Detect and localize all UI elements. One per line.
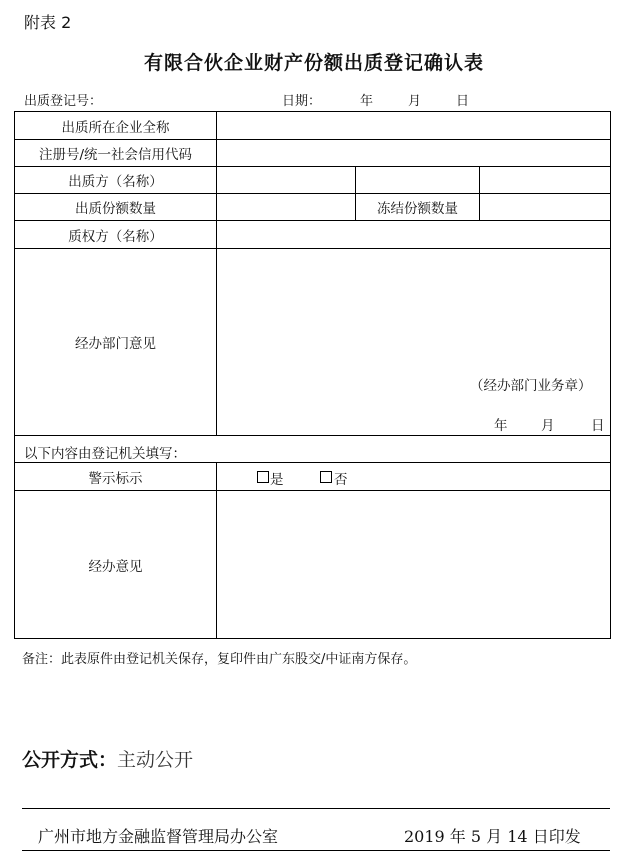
sign-year-label: 年 <box>494 418 508 434</box>
department-opinion-field[interactable] <box>217 249 610 369</box>
sign-day-label: 日 <box>591 418 605 434</box>
appendix-label: 附表 2 <box>24 13 72 32</box>
handler-opinion-label: 经办意见 <box>88 558 143 575</box>
pledgee-field[interactable] <box>217 221 610 248</box>
pledgor-field[interactable] <box>217 167 355 193</box>
disclosure-value: 主动公开 <box>117 749 194 771</box>
pledgor-extra-field[interactable] <box>480 167 610 193</box>
pledged-share-field[interactable] <box>217 194 355 220</box>
disclosure-method <box>22 745 193 772</box>
credit-code-label: 注册号/统一社会信用代码 <box>38 147 193 163</box>
credit-code-field[interactable] <box>217 140 610 166</box>
pledgor-label: 出质方（名称） <box>68 174 163 190</box>
date-month-label: 月 <box>408 94 422 109</box>
registration-number-label: 出质登记号： <box>24 94 103 109</box>
yes-checkbox[interactable] <box>257 471 269 483</box>
pledged-share-label: 出质份额数量 <box>75 201 156 217</box>
date-year-label: 年 <box>360 94 374 109</box>
date-label: 日期： <box>282 94 322 109</box>
footer-top-rule <box>22 808 610 809</box>
page-title: 有限合伙企业财产份额出质登记确认表 <box>143 52 484 74</box>
warning-label: 警示标示 <box>88 470 143 487</box>
disclosure-label: 公开方式： <box>22 749 118 771</box>
department-opinion-label: 经办部门意见 <box>75 336 156 352</box>
enterprise-name-label: 出质所在企业全称 <box>61 119 170 136</box>
yes-label: 是 <box>270 472 284 488</box>
pledgor-extra-field[interactable] <box>356 167 479 193</box>
pledgee-label: 质权方（名称） <box>68 228 163 245</box>
row-divider <box>14 435 611 436</box>
issue-date: 2019 年 5 月 14 日印发 <box>404 827 581 846</box>
issuing-office: 广州市地方金融监督管理局办公室 <box>38 827 279 846</box>
authority-note: 以下内容由登记机关填写： <box>24 446 186 462</box>
handler-opinion-field[interactable] <box>217 491 610 638</box>
footer-bottom-rule <box>22 850 610 851</box>
department-seal-text: （经办部门业务章） <box>470 378 592 394</box>
table-border-bottom <box>14 638 611 639</box>
sign-month-label: 月 <box>541 418 555 434</box>
table-border-right <box>610 111 611 639</box>
enterprise-name-field[interactable] <box>217 112 610 139</box>
frozen-share-field[interactable] <box>480 194 610 220</box>
frozen-share-label: 冻结份额数量 <box>377 201 458 217</box>
no-checkbox[interactable] <box>320 471 332 483</box>
remark-note: 备注：此表原件由登记机关保存，复印件由广东股交/中证南方保存。 <box>22 652 417 667</box>
date-day-label: 日 <box>456 94 470 109</box>
no-label: 否 <box>334 472 348 488</box>
